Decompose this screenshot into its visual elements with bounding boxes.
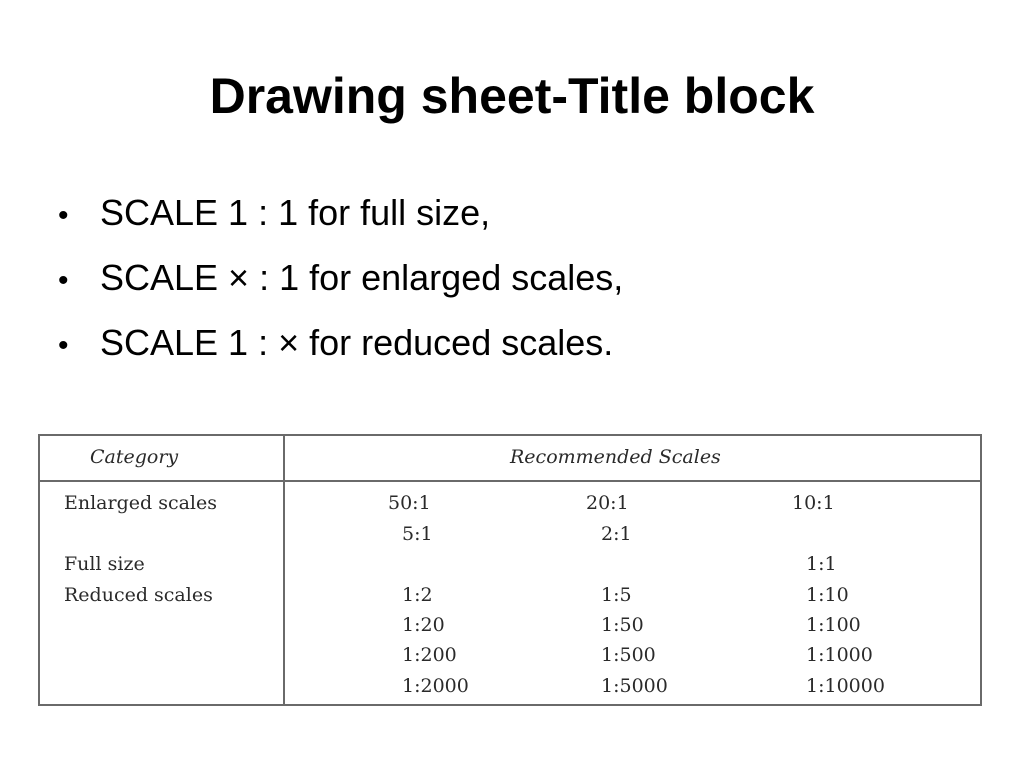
category-full-size: Full size: [64, 553, 145, 575]
slide-title: Drawing sheet-Title block: [209, 68, 815, 124]
table-cell: 1:5000: [601, 675, 668, 697]
table-cell: 1:100: [806, 614, 861, 636]
bullet-item: [58, 188, 623, 253]
table-cell: 1:20: [402, 614, 445, 636]
bullet-dot-icon: •: [58, 199, 69, 232]
header-category: Category: [90, 446, 179, 468]
category-reduced: Reduced scales: [64, 584, 213, 606]
table-cell: 1:1: [806, 553, 837, 575]
bullet-text: SCALE × : 1 for enlarged scales,: [100, 257, 624, 298]
bullet-dot-icon: •: [58, 329, 69, 362]
table-cell: 1:200: [402, 644, 457, 666]
table-cell: 5:1: [402, 523, 433, 545]
table-cell: 1:1000: [806, 644, 873, 666]
bullet-item: [58, 318, 623, 383]
category-enlarged: Enlarged scales: [64, 492, 217, 514]
bullet-dot-icon: •: [58, 264, 69, 297]
table-cell: 1:5: [601, 584, 632, 606]
table-cell: 10:1: [792, 492, 835, 514]
bullet-list: [58, 188, 623, 383]
table-cell: 20:1: [586, 492, 629, 514]
scales-table: [38, 434, 982, 706]
table-cell: 1:2000: [402, 675, 469, 697]
table-cell: 1:10: [806, 584, 849, 606]
table-cell: 1:500: [601, 644, 656, 666]
bullet-text: SCALE 1 : 1 for full size,: [100, 192, 491, 233]
header-recommended-scales: Recommended Scales: [510, 446, 721, 468]
bullet-item: [58, 253, 623, 318]
table-cell: 50:1: [388, 492, 431, 514]
table-cell: 2:1: [601, 523, 632, 545]
column-divider: [283, 436, 285, 704]
table-cell: 1:50: [601, 614, 644, 636]
bullet-text: SCALE 1 : × for reduced scales.: [100, 322, 614, 363]
table-cell: 1:2: [402, 584, 433, 606]
table-cell: 1:10000: [806, 675, 885, 697]
